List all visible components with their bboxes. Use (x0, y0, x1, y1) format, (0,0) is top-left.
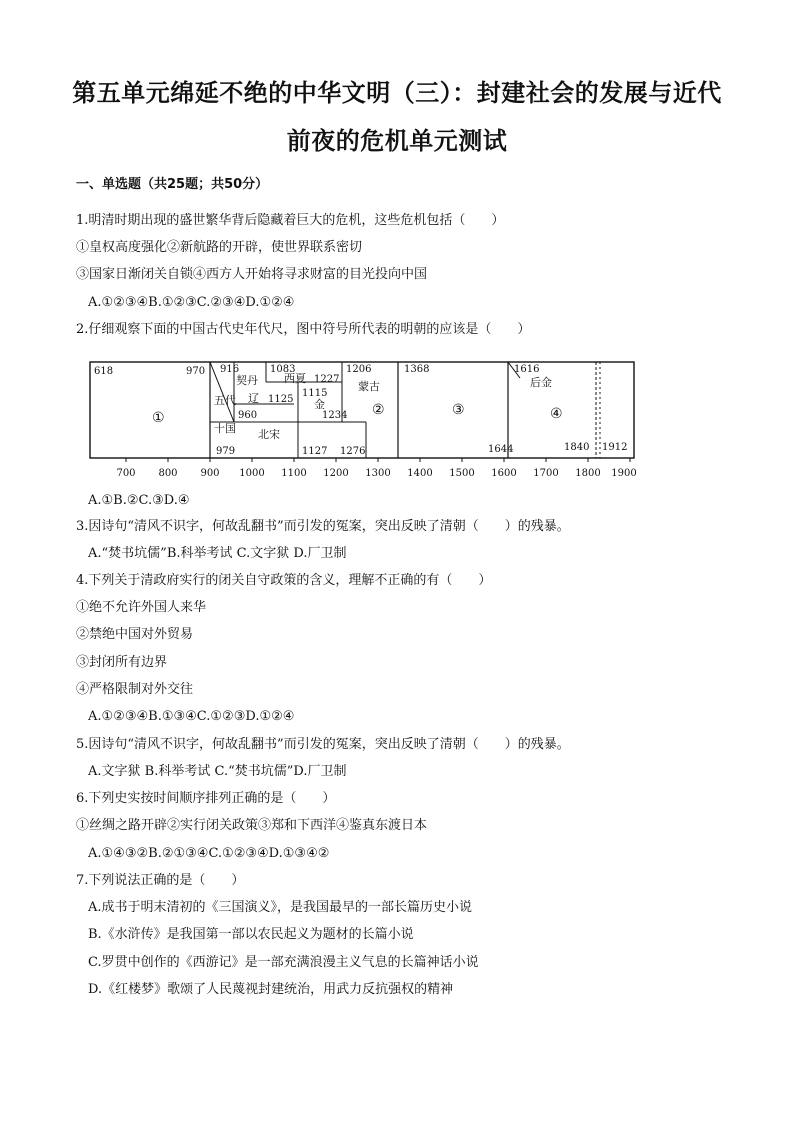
q4-item4: ④严格限制对外交往 (76, 682, 194, 697)
tl-axis-700: 700 (116, 468, 136, 479)
tl-year-979: 979 (216, 446, 236, 457)
tl-year-1125: 1125 (268, 394, 294, 405)
tl-axis-1300: 1300 (365, 468, 391, 479)
tl-axis-900: 900 (200, 468, 220, 479)
tl-axis-1900: 1900 (611, 468, 637, 479)
tl-year-1227: 1227 (314, 374, 340, 385)
q4-stem: 4.下列关于清政府实行的闭关自守政策的含义，理解不正确的有（ ） (76, 573, 492, 588)
tl-year-1616: 1616 (514, 364, 540, 375)
tl-label-wudai: 五代 (214, 394, 236, 407)
q2-options: A.①B.②C.③D.④ (88, 493, 190, 508)
q7-option-d: D.《红楼梦》歌颂了人民蔑视封建统治，用武力反抗强权的精神 (88, 982, 454, 997)
q1-options: A.①②③④B.①②③C.②③④D.①②④ (88, 295, 295, 310)
tl-symbol-3: ③ (452, 402, 465, 418)
tl-axis-1500: 1500 (449, 468, 475, 479)
tl-axis-1700: 1700 (533, 468, 559, 479)
tl-year-1127: 1127 (302, 446, 328, 457)
tl-year-1912: 1912 (602, 442, 628, 453)
tl-symbol-2: ② (372, 402, 385, 418)
tl-year-618: 618 (94, 366, 114, 377)
tl-year-916: 916 (220, 364, 240, 375)
q1-line1: ①皇权高度强化②新航路的开辟，使世界联系密切 (76, 240, 363, 255)
tl-year-1644: 1644 (488, 444, 514, 455)
tl-year-1368: 1368 (404, 364, 430, 375)
q1-line2: ③国家日渐闭关自锁④西方人开始将寻求财富的目光投向中国 (76, 267, 428, 282)
tl-year-960: 960 (238, 410, 258, 421)
tl-label-shiguo: 十国 (214, 422, 236, 435)
tl-label-qidan: 契丹 (236, 374, 258, 387)
tl-label-houjin: 后金 (530, 376, 552, 389)
tl-label-menggu: 蒙古 (358, 380, 380, 393)
tl-year-970: 970 (186, 366, 206, 377)
q7-option-a: A.成书于明末清初的《三国演义》，是我国最早的一部长篇历史小说 (88, 900, 473, 915)
q3-options: A.“焚书坑儒”B.科举考试 C.文字狱 D.厂卫制 (88, 546, 347, 561)
tl-year-1115: 1115 (302, 388, 328, 399)
q5-options: A.文字狱 B.科举考试 C.“焚书坑儒”D.厂卫制 (88, 764, 347, 779)
q4-item2: ②禁绝中国对外贸易 (76, 627, 194, 642)
q7-stem: 7.下列说法正确的是（ ） (76, 873, 245, 888)
q4-options: A.①②③④B.①③④C.①②③D.①②④ (88, 709, 295, 724)
tl-axis-1400: 1400 (407, 468, 433, 479)
tl-axis-1000: 1000 (239, 468, 265, 479)
tl-axis-1100: 1100 (281, 468, 307, 479)
q4-item1: ①绝不允许外国人来华 (76, 600, 207, 615)
q6-line1: ①丝绸之路开辟②实行闭关政策③郑和下西洋④鉴真东渡日本 (76, 818, 428, 833)
page-title-line2: 前夜的危机单元测试 (286, 127, 508, 155)
q5-stem: 5.因诗句“清风不识字，何故乱翻书”而引发的冤案，突出反映了清朝（ ）的残暴。 (76, 737, 570, 752)
q7-option-c: C.罗贯中创作的《西游记》是一部充满浪漫主义气息的长篇神话小说 (88, 955, 479, 970)
tl-year-1206: 1206 (346, 364, 372, 375)
tl-axis-800: 800 (158, 468, 178, 479)
timeline-figure (88, 356, 638, 482)
q3-stem: 3.因诗句“清风不识字，何故乱翻书”而引发的冤案，突出反映了清朝（ ）的残暴。 (76, 519, 570, 534)
tl-symbol-1: ① (152, 410, 165, 426)
tl-label-beisong: 北宋 (258, 428, 280, 441)
tl-year-1840: 1840 (564, 442, 590, 453)
tl-symbol-4: ④ (550, 406, 563, 422)
tl-label-xixia: 西夏 (284, 372, 306, 385)
tl-label-liao: 辽 (248, 392, 259, 405)
tl-year-1083: 1083 (270, 364, 296, 375)
tl-label-jin: 金 (314, 398, 325, 411)
q2-stem: 2.仔细观察下面的中国古代史年代尺，图中符号所代表的明朝的应该是（ ） (76, 322, 531, 337)
q6-stem: 6.下列史实按时间顺序排列正确的是（ ） (76, 791, 336, 806)
q6-options: A.①④③②B.②①③④C.①②③④D.①③④② (88, 846, 330, 861)
tl-year-1276: 1276 (340, 446, 366, 457)
tl-axis-1800: 1800 (575, 468, 601, 479)
q7-option-b: B.《水浒传》是我国第一部以农民起义为题材的长篇小说 (88, 927, 414, 942)
tl-axis-1600: 1600 (491, 468, 517, 479)
section-heading: 一、单选题（共25题；共50分） (76, 177, 269, 192)
tl-year-1234: 1234 (322, 410, 348, 421)
q4-item3: ③封闭所有边界 (76, 655, 168, 670)
page-title-line1: 第五单元绵延不绝的中华文明（三）：封建社会的发展与近代 (72, 79, 722, 107)
q1-stem: 1.明清时期出现的盛世繁华背后隐藏着巨大的危机，这些危机包括（ ） (76, 213, 505, 228)
tl-axis-1200: 1200 (323, 468, 349, 479)
